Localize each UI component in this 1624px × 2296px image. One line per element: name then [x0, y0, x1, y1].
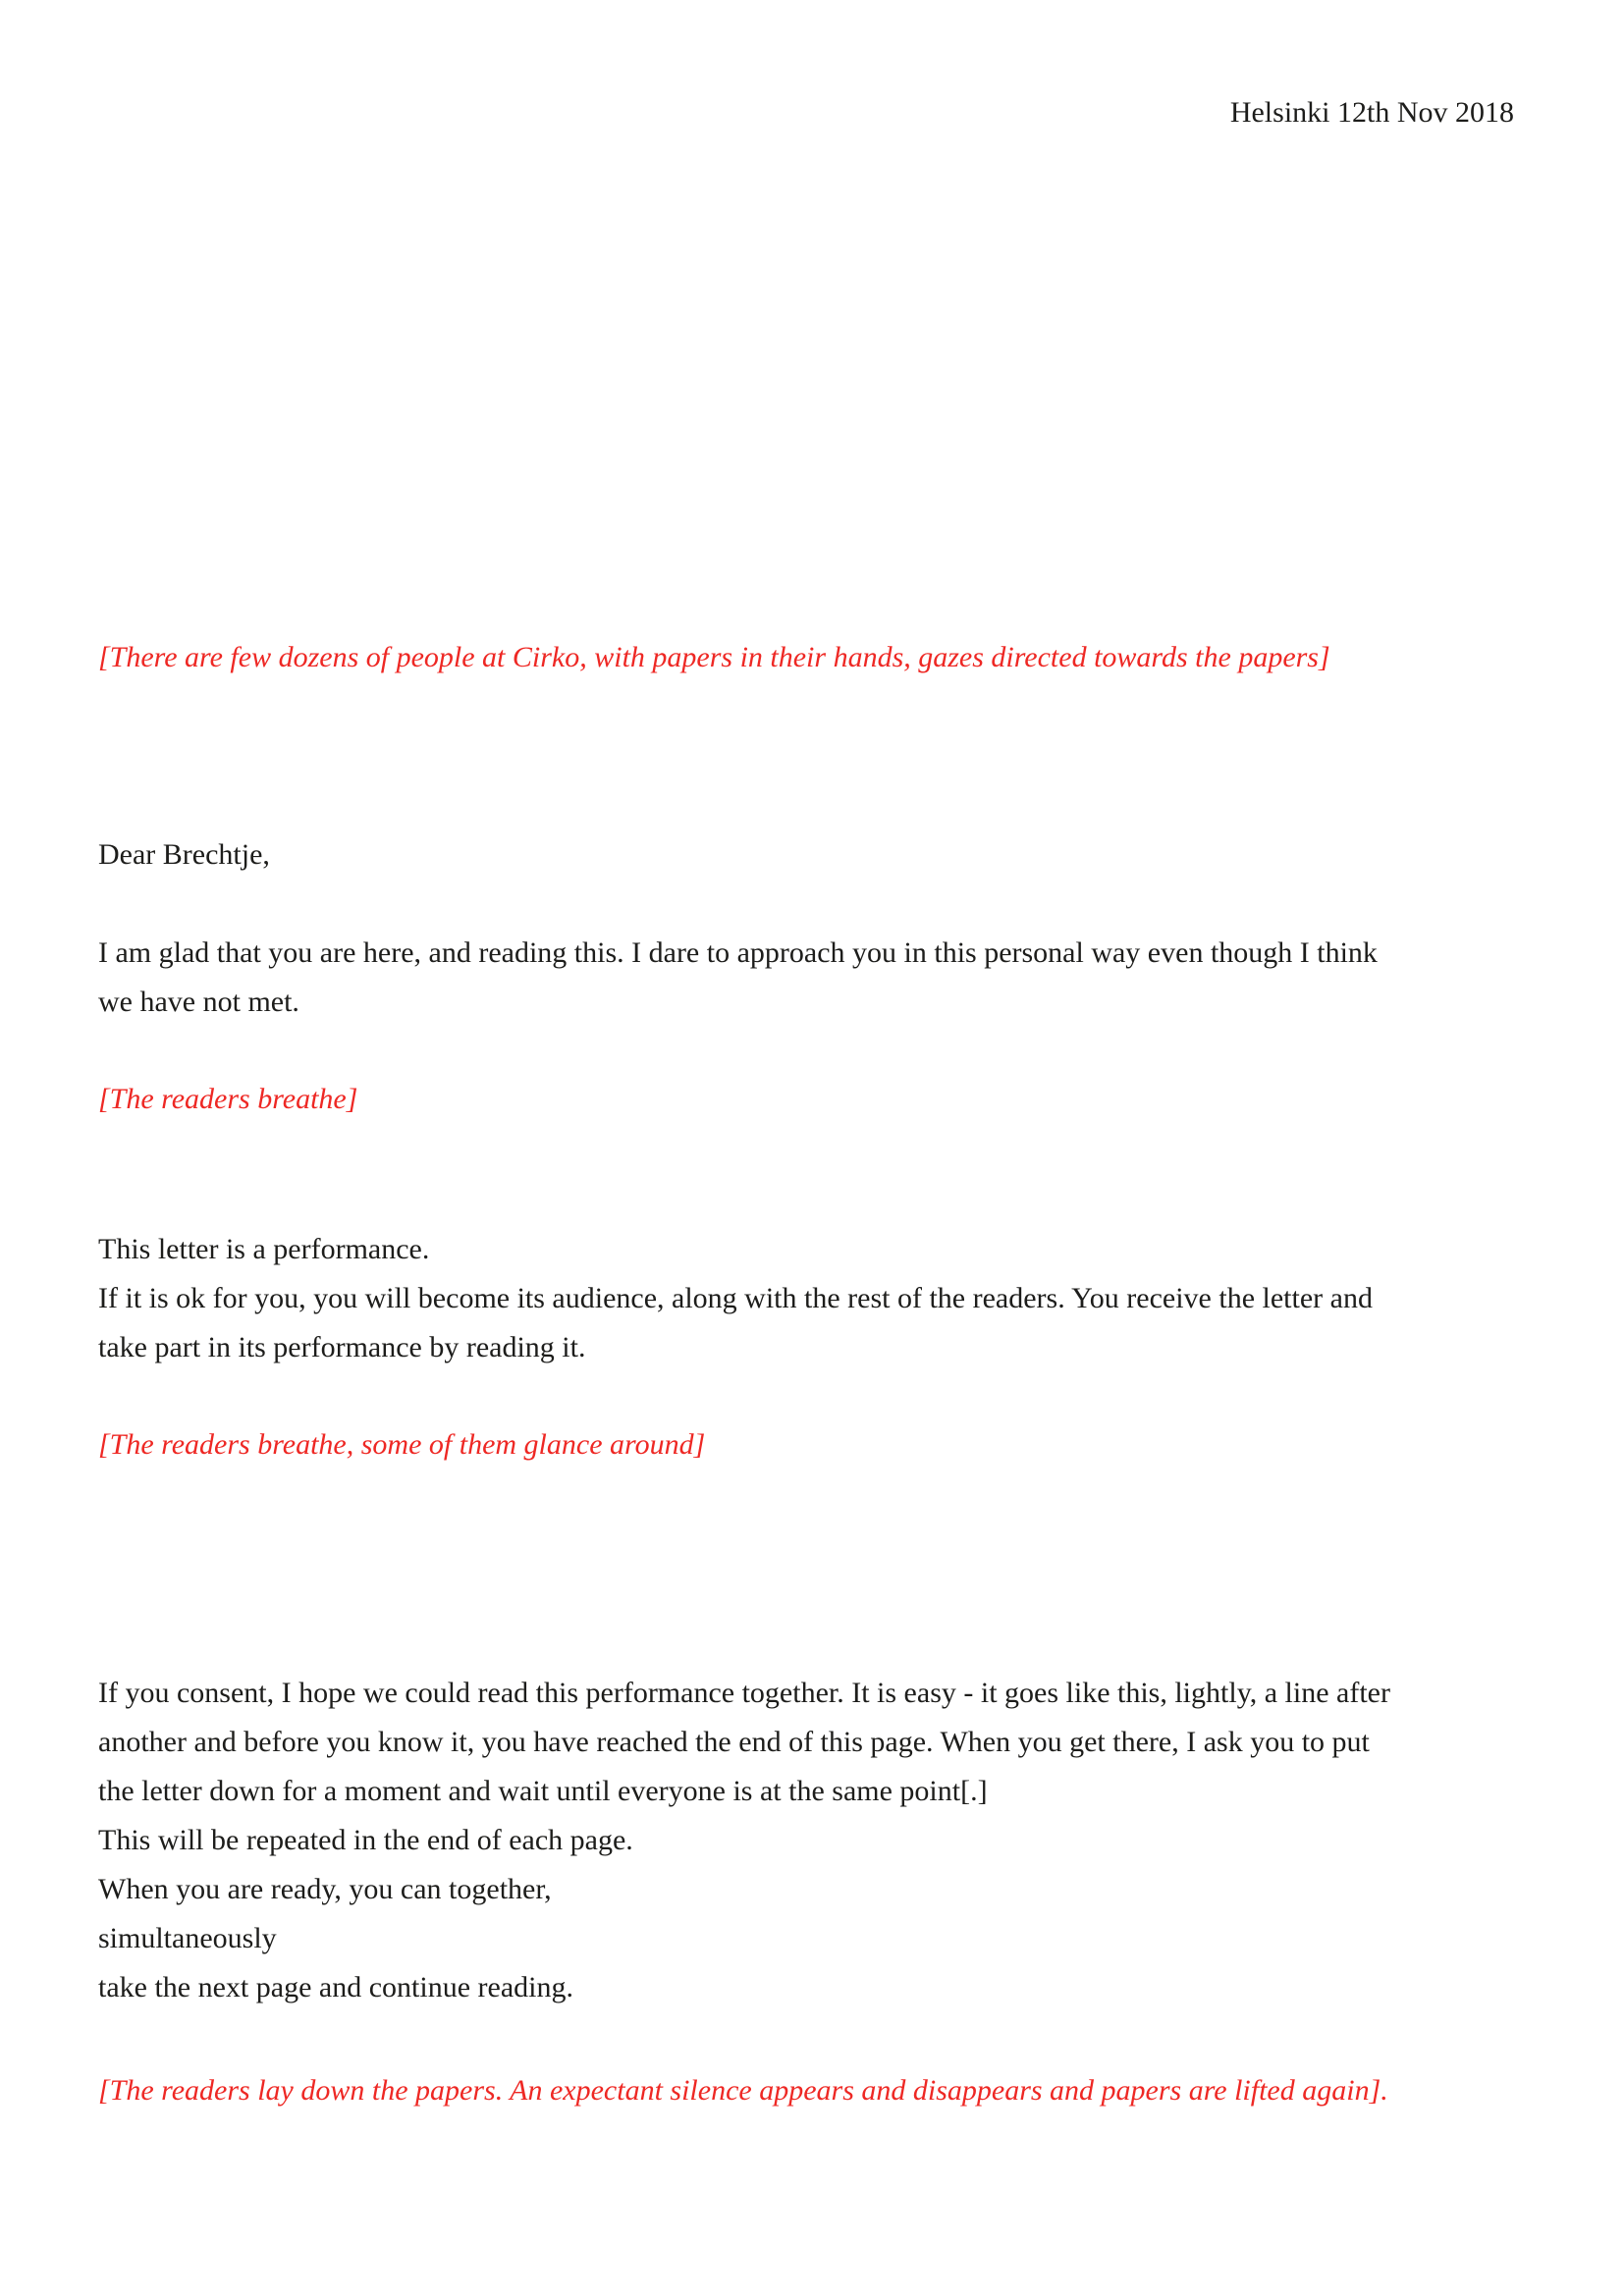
- date-line: Helsinki 12th Nov 2018: [1229, 96, 1514, 129]
- stage-direction-1: [There are few dozens of people at Cirko, with papers in their hands, gazes directed towards the papers]: [98, 641, 1330, 673]
- paragraph-3-line-6: simultaneously: [98, 1922, 277, 1954]
- paragraph-3-line-3: the letter down for a moment and wait until everyone is at the same point[.]: [98, 1775, 988, 1807]
- paragraph-1-line-1: I am glad that you are here, and reading this. I dare to approach you in this personal way even though I think: [98, 936, 1378, 969]
- paragraph-3-line-5: When you are ready, you can together,: [98, 1873, 552, 1905]
- paragraph-2: [98, 1225, 1373, 1372]
- paragraph-3-line-1: If you consent, I hope we could read this performance together. It is easy - it goes like this, lightly, a line after: [98, 1677, 1390, 1709]
- paragraph-1-line-2: we have not met.: [98, 986, 299, 1018]
- paragraph-3-line-7: take the next page and continue reading.: [98, 1971, 573, 2003]
- stage-direction-2: [The readers breathe]: [98, 1083, 358, 1115]
- salutation: Dear Brechtje,: [98, 838, 270, 871]
- paragraph-3-line-2: another and before you know it, you have reached the end of this page. When you get there, I ask you to put: [98, 1726, 1370, 1758]
- paragraph-2-line-1: This letter is a performance.: [98, 1233, 430, 1265]
- paragraph-3-line-4: This will be repeated in the end of each page.: [98, 1824, 633, 1856]
- stage-direction-4: [The readers lay down the papers. An expectant silence appears and disappears and papers are lifted again].: [98, 2074, 1388, 2107]
- paragraph-1: [98, 929, 1378, 1027]
- paragraph-2-line-2: If it is ok for you, you will become its audience, along with the rest of the readers. You receive the letter and: [98, 1282, 1373, 1314]
- paragraph-2-line-3: take part in its performance by reading it.: [98, 1331, 586, 1363]
- stage-direction-3: [The readers breathe, some of them glance around]: [98, 1428, 706, 1461]
- paragraph-3: [98, 1669, 1390, 2012]
